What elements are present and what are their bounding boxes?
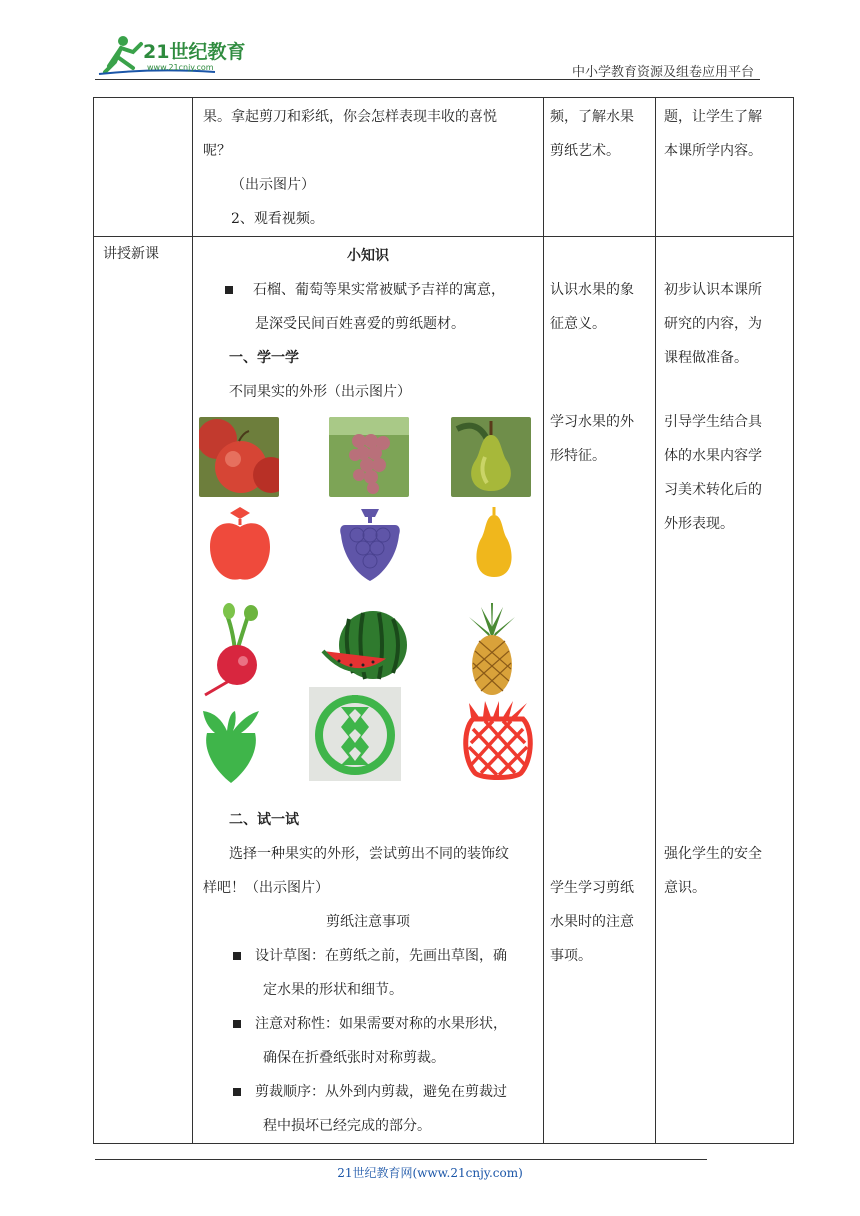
text-line: 习美术转化后的 — [664, 482, 762, 498]
text-line: 2、观看视频。 — [231, 211, 324, 227]
svg-text:21世纪教育: 21世纪教育 — [143, 41, 246, 63]
note-item — [193, 1007, 543, 1041]
table-row — [94, 237, 794, 1144]
note-text-cont: 程中损坏已经完成的部分。 — [263, 1118, 431, 1134]
fruit-image-grid — [193, 417, 543, 797]
text-line: 题，让学生了解 — [664, 109, 762, 125]
tip-text-cont: 是深受民间百姓喜爱的剪纸题材。 — [255, 316, 465, 332]
text-line: 频，了解水果 — [550, 109, 634, 125]
apple-photo — [199, 417, 279, 497]
logo-21cnjy — [95, 32, 265, 78]
text-line: 体的水果内容学 — [664, 448, 762, 464]
text-line: 本课所学内容。 — [664, 143, 762, 159]
text-line: 初步认识本课所 — [664, 282, 762, 298]
grape-paper-cut — [339, 505, 401, 585]
text-line: 学生学习剪纸 — [550, 880, 634, 896]
note-item — [193, 939, 543, 973]
footer-rule — [95, 1159, 707, 1160]
section-heading-try: 二、试一试 — [229, 812, 299, 828]
bullet-square-icon — [233, 1020, 241, 1028]
section-heading-learn: 一、学一学 — [229, 350, 299, 366]
pear-paper-cut — [469, 505, 519, 585]
stage-label: 讲授新课 — [103, 246, 159, 262]
pineapple-paper-cut — [463, 699, 533, 781]
text-line: 学习水果的外 — [550, 414, 634, 430]
text-line: （出示图片） — [231, 177, 315, 193]
watermelon-paper-cut — [309, 687, 401, 781]
grape-photo — [329, 417, 409, 497]
notes-title: 剪纸注意事项 — [326, 914, 410, 930]
watermelon-photo — [319, 607, 411, 687]
note-text-cont: 确保在折叠纸张时对称剪裁。 — [263, 1050, 445, 1066]
stage-cell — [94, 98, 193, 237]
apple-paper-cut — [207, 505, 273, 585]
radish-paper-cut — [199, 705, 263, 785]
student-activity-cell — [544, 98, 656, 237]
text-line: 事项。 — [550, 948, 592, 964]
note-text: 设计草图：在剪纸之前，先画出草图，确 — [255, 948, 507, 964]
text-line: 呢？ — [203, 143, 231, 159]
text-line: 强化学生的安全 — [664, 846, 762, 862]
section-text: 选择一种果实的外形，尝试剪出不同的装饰纹 — [229, 846, 509, 862]
tip-text: 石榴、葡萄等果实常被赋予吉祥的寓意， — [253, 282, 505, 298]
note-text: 注意对称性：如果需要对称的水果形状， — [255, 1016, 507, 1032]
text-line: 外形表现。 — [664, 516, 734, 532]
design-intent-cell — [656, 237, 794, 1144]
stage-cell — [94, 237, 193, 1144]
teacher-activity-cell — [193, 98, 544, 237]
design-intent-cell — [656, 98, 794, 237]
header-rule — [95, 79, 760, 80]
pineapple-photo — [463, 603, 521, 697]
pear-photo — [451, 417, 531, 497]
note-text: 剪裁顺序：从外到内剪裁，避免在剪裁过 — [255, 1084, 507, 1100]
bullet-square-icon — [233, 952, 241, 960]
note-item — [193, 1075, 543, 1109]
bullet-square-icon — [225, 286, 233, 294]
page-header — [95, 32, 760, 80]
text-line: 研究的内容，为 — [664, 316, 762, 332]
tip-bullet — [193, 273, 543, 307]
text-line: 果。拿起剪刀和彩纸，你会怎样表现丰收的喜悦 — [203, 109, 497, 125]
radish-photo — [199, 603, 279, 697]
text-line: 课程做准备。 — [664, 350, 748, 366]
lesson-table — [93, 97, 794, 1144]
text-line: 形特征。 — [550, 448, 606, 464]
section-text-cont: 样吧！（出示图片） — [203, 880, 329, 896]
text-line: 征意义。 — [550, 316, 606, 332]
bullet-square-icon — [233, 1088, 241, 1096]
footer-link[interactable]: 21世纪教育网(www.21cnjy.com) — [337, 1166, 523, 1180]
teacher-activity-cell — [193, 237, 544, 1144]
student-activity-cell — [544, 237, 656, 1144]
section-desc: 不同果实的外形（出示图片） — [229, 384, 411, 400]
text-line: 剪纸艺术。 — [550, 143, 620, 159]
tip-title: 小知识 — [347, 248, 389, 264]
text-line: 水果时的注意 — [550, 914, 634, 930]
note-text-cont: 定水果的形状和细节。 — [263, 982, 403, 998]
text-line: 引导学生结合具 — [664, 414, 762, 430]
svg-text:www.21cnjy.com: www.21cnjy.com — [147, 63, 214, 72]
platform-name: 中小学教育资源及组卷应用平台 — [571, 65, 754, 80]
table-row — [94, 98, 794, 237]
text-line: 认识水果的象 — [550, 282, 634, 298]
text-line: 意识。 — [664, 880, 706, 896]
